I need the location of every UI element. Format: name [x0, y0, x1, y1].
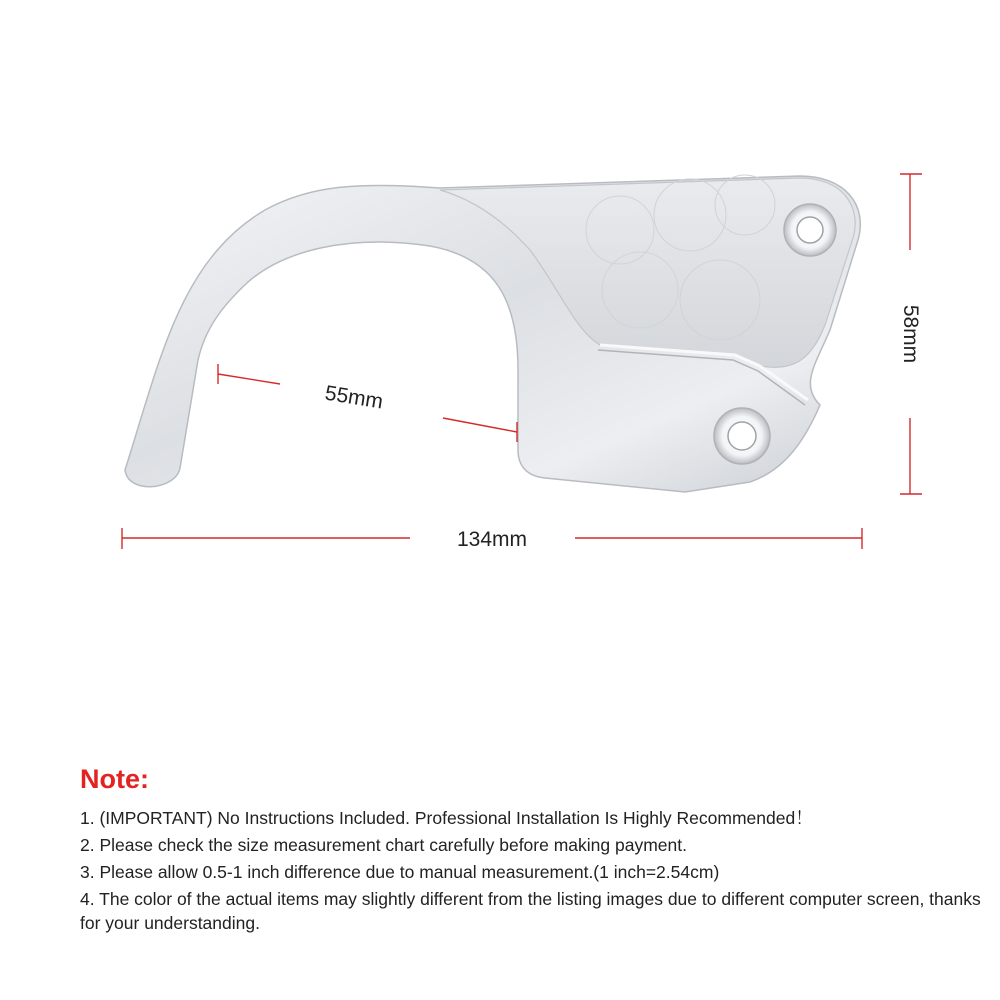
dimension-height-label: 58mm	[899, 304, 922, 364]
note-line-1: 1. (IMPORTANT) No Instructions Included. Professional Installation Is Highly Recommended！	[80, 808, 813, 828]
note-line-2: 2. Please check the size measurement chart carefully before making payment.	[80, 835, 687, 855]
note-title: Note:	[80, 764, 149, 794]
dimension-clamp-label: 55mm	[323, 381, 385, 414]
note-line-3: 3. Please allow 0.5-1 inch difference due to manual measurement.(1 inch=2.54cm)	[80, 862, 720, 882]
mounting-hole-bottom	[714, 408, 770, 464]
mounting-hole-top	[784, 204, 836, 256]
note-section	[80, 762, 985, 938]
dimension-width-label: 134mm	[456, 528, 528, 551]
note-line-4: 4. The color of the actual items may slightly different from the listing images due to different computer screen, thanks for your understanding.	[80, 889, 981, 933]
bracket	[125, 175, 860, 492]
